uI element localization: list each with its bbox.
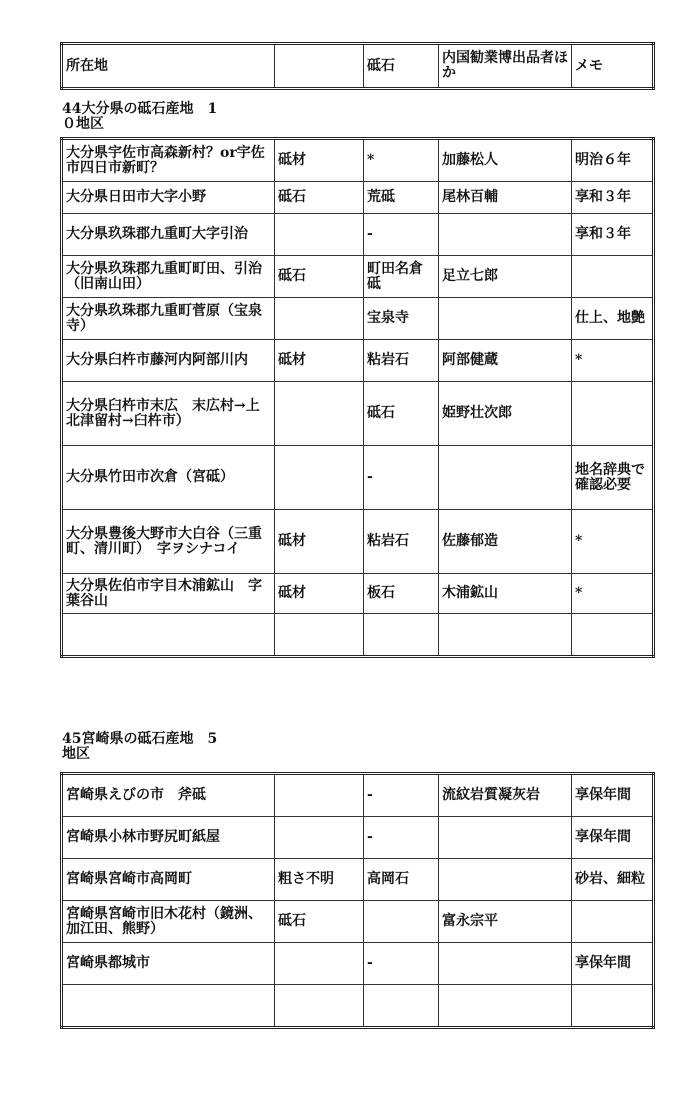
section-heading-line: 44大分県の砥石産地 1 xyxy=(62,101,218,117)
material-cell: 砥石 xyxy=(275,182,364,214)
table-row xyxy=(62,574,654,614)
header-location: 所在地 xyxy=(62,44,275,89)
table-row xyxy=(62,774,654,817)
memo-cell xyxy=(572,901,654,943)
exhibitor-cell: 足立七郎 xyxy=(439,256,572,298)
section-heading-miyazaki xyxy=(62,732,262,762)
miyazaki-table xyxy=(60,772,655,1029)
memo-cell: 享保年間 xyxy=(572,817,654,859)
memo-cell: 明治６年 xyxy=(572,139,654,182)
location-cell: 大分県玖珠郡九重町大字引治 xyxy=(62,214,275,256)
header-whetstone: 砥石 xyxy=(364,44,439,89)
memo-cell xyxy=(572,382,654,446)
table-row xyxy=(62,340,654,382)
location-cell: 宮崎県都城市 xyxy=(62,943,275,985)
whetstone-cell: 粘岩石 xyxy=(364,510,439,574)
table-row xyxy=(62,382,654,446)
exhibitor-cell xyxy=(439,985,572,1028)
memo-cell xyxy=(572,614,654,657)
material-cell xyxy=(275,614,364,657)
section-heading-line: 地区 xyxy=(62,746,90,762)
location-cell: 宮崎県小林市野尻町紙屋 xyxy=(62,817,275,859)
material-cell xyxy=(275,214,364,256)
memo-cell: 享和３年 xyxy=(572,182,654,214)
table-row xyxy=(62,298,654,340)
location-cell: 大分県豊後大野市大白谷（三重町、清川町） 字ヲシナコイ xyxy=(62,510,275,574)
exhibitor-cell xyxy=(439,298,572,340)
exhibitor-cell: 流紋岩質凝灰岩 xyxy=(439,774,572,817)
table-row xyxy=(62,446,654,510)
memo-cell: * xyxy=(572,340,654,382)
material-cell xyxy=(275,382,364,446)
location-cell: 大分県臼杵市末広 末広村→上北津留村→臼杵市） xyxy=(62,382,275,446)
table-row xyxy=(62,817,654,859)
whetstone-cell: 粘岩石 xyxy=(364,340,439,382)
whetstone-cell: * xyxy=(364,139,439,182)
whetstone-cell: - xyxy=(364,817,439,859)
whetstone-cell: - xyxy=(364,214,439,256)
whetstone-cell: 板石 xyxy=(364,574,439,614)
memo-cell xyxy=(572,985,654,1028)
material-cell: 砥材 xyxy=(275,139,364,182)
exhibitor-cell: 尾林百輔 xyxy=(439,182,572,214)
table-row xyxy=(62,859,654,901)
whetstone-cell: - xyxy=(364,446,439,510)
whetstone-cell xyxy=(364,614,439,657)
header-type xyxy=(275,44,364,89)
memo-cell: * xyxy=(572,574,654,614)
material-cell xyxy=(275,774,364,817)
location-cell: 大分県玖珠郡九重町菅原（宝泉寺） xyxy=(62,298,275,340)
location-cell: 大分県宇佐市高森新村？or宇佐市四日市新町？ xyxy=(62,139,275,182)
whetstone-cell: 宝泉寺 xyxy=(364,298,439,340)
material-cell: 粗さ不明 xyxy=(275,859,364,901)
memo-cell: 享保年間 xyxy=(572,943,654,985)
exhibitor-cell: 阿部健蔵 xyxy=(439,340,572,382)
location-cell xyxy=(62,985,275,1028)
header-row xyxy=(62,44,654,89)
header-exhibitor: 内国勧業博出品者ほか xyxy=(439,44,572,89)
exhibitor-cell: 姫野壮次郎 xyxy=(439,382,572,446)
material-cell xyxy=(275,817,364,859)
whetstone-cell: 町田名倉砥 xyxy=(364,256,439,298)
location-cell: 大分県竹田市次倉（宮砥） xyxy=(62,446,275,510)
table-row xyxy=(62,214,654,256)
memo-cell: * xyxy=(572,510,654,574)
exhibitor-cell: 富永宗平 xyxy=(439,901,572,943)
location-cell: 大分県日田市大字小野 xyxy=(62,182,275,214)
material-cell xyxy=(275,446,364,510)
whetstone-cell: 砥石 xyxy=(364,382,439,446)
location-cell: 宮崎県えびの市 斧砥 xyxy=(62,774,275,817)
whetstone-cell: 高岡石 xyxy=(364,859,439,901)
location-cell: 大分県臼杵市藤河内阿部川内 xyxy=(62,340,275,382)
whetstone-cell: 荒砥 xyxy=(364,182,439,214)
exhibitor-cell: 加藤松人 xyxy=(439,139,572,182)
table-row xyxy=(62,510,654,574)
exhibitor-cell: 佐藤郁造 xyxy=(439,510,572,574)
exhibitor-cell xyxy=(439,859,572,901)
material-cell: 砥石 xyxy=(275,901,364,943)
table-row xyxy=(62,943,654,985)
location-cell: 大分県佐伯市宇目木浦鉱山 字葉谷山 xyxy=(62,574,275,614)
exhibitor-cell: 木浦鉱山 xyxy=(439,574,572,614)
memo-cell xyxy=(572,256,654,298)
section-heading-line: 45宮崎県の砥石産地 5 xyxy=(62,731,218,747)
whetstone-cell xyxy=(364,985,439,1028)
memo-cell: 砂岩、細粒 xyxy=(572,859,654,901)
material-cell: 砥材 xyxy=(275,574,364,614)
exhibitor-cell xyxy=(439,614,572,657)
material-cell: 砥材 xyxy=(275,340,364,382)
material-cell xyxy=(275,985,364,1028)
exhibitor-cell xyxy=(439,943,572,985)
table-row xyxy=(62,614,654,657)
memo-cell: 享和３年 xyxy=(572,214,654,256)
whetstone-cell: - xyxy=(364,774,439,817)
location-cell xyxy=(62,614,275,657)
memo-cell: 地名辞典で確認必要 xyxy=(572,446,654,510)
whetstone-cell: - xyxy=(364,943,439,985)
section-heading-oita xyxy=(62,102,262,132)
material-cell xyxy=(275,943,364,985)
memo-cell: 享保年間 xyxy=(572,774,654,817)
oita-table xyxy=(60,137,655,658)
material-cell xyxy=(275,298,364,340)
location-cell: 宮崎県宮崎市高岡町 xyxy=(62,859,275,901)
location-cell: 宮崎県宮崎市旧木花村（鏡洲、加江田、熊野） xyxy=(62,901,275,943)
section-heading-line: ０地区 xyxy=(62,116,104,132)
exhibitor-cell xyxy=(439,214,572,256)
table-row xyxy=(62,139,654,182)
location-cell: 大分県玖珠郡九重町町田、引治（旧南山田） xyxy=(62,256,275,298)
memo-cell: 仕上、地艶 xyxy=(572,298,654,340)
material-cell: 砥石 xyxy=(275,256,364,298)
material-cell: 砥材 xyxy=(275,510,364,574)
table-row xyxy=(62,985,654,1028)
exhibitor-cell xyxy=(439,446,572,510)
header-memo: メモ xyxy=(572,44,654,89)
table-row xyxy=(62,901,654,943)
exhibitor-cell xyxy=(439,817,572,859)
header-table xyxy=(60,42,655,90)
whetstone-cell xyxy=(364,901,439,943)
table-row xyxy=(62,256,654,298)
table-row xyxy=(62,182,654,214)
